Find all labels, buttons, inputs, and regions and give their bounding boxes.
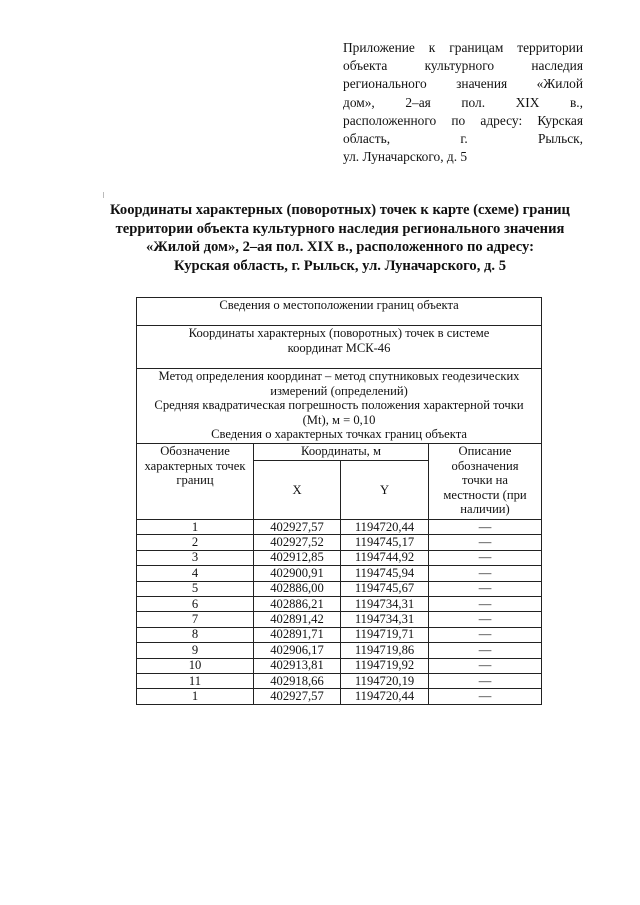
appendix-line: расположенного по адресу: Курская bbox=[343, 112, 583, 128]
description-cell: — bbox=[429, 612, 542, 627]
description-text: Описание обозначения точки на местности (при наличии) bbox=[443, 444, 527, 517]
y-coordinate-cell: 1194745,67 bbox=[341, 581, 429, 596]
title-line: территории объекта культурного наследия регионального значения bbox=[115, 220, 565, 237]
y-coordinate-cell: 1194719,92 bbox=[341, 658, 429, 673]
table-row bbox=[137, 612, 542, 627]
appendix-line: дом», 2–ая пол. XIX в., bbox=[343, 94, 583, 110]
description-cell: — bbox=[429, 581, 542, 596]
accuracy-text: Средняя квадратическая погрешность положения характерной точки (Mt), м = 0,10 bbox=[154, 398, 524, 427]
point-number-cell: 5 bbox=[137, 581, 254, 596]
table-row bbox=[137, 643, 542, 658]
y-coordinate-cell: 1194734,31 bbox=[341, 596, 429, 611]
y-header: Y bbox=[341, 461, 429, 520]
description-cell: — bbox=[429, 566, 542, 581]
x-coordinate-cell: 402927,52 bbox=[254, 535, 341, 550]
y-coordinate-cell: 1194720,19 bbox=[341, 673, 429, 688]
x-coordinate-cell: 402918,66 bbox=[254, 673, 341, 688]
coordinate-system-text: Координаты характерных (поворотных) точек в системе координат МСК-46 bbox=[188, 326, 490, 355]
description-cell: — bbox=[429, 643, 542, 658]
appendix-line: Приложение к границам территории bbox=[343, 40, 583, 55]
point-number-cell: 4 bbox=[137, 566, 254, 581]
point-number-cell: 1 bbox=[137, 689, 254, 704]
x-coordinate-cell: 402913,81 bbox=[254, 658, 341, 673]
x-coordinate-cell: 402891,42 bbox=[254, 612, 341, 627]
x-coordinate-cell: 402906,17 bbox=[254, 643, 341, 658]
appendix-line: регионального значения «Жилой bbox=[343, 76, 583, 92]
point-number-cell: 3 bbox=[137, 550, 254, 565]
method-cell bbox=[137, 369, 542, 444]
table-row bbox=[137, 581, 542, 596]
y-coordinate-cell: 1194734,31 bbox=[341, 612, 429, 627]
point-designation-text: Обозначение характерных точек границ bbox=[144, 444, 246, 488]
title-line: «Жилой дом», 2–ая пол. XIX в., расположенного по адресу: bbox=[145, 239, 535, 256]
x-header: X bbox=[254, 461, 341, 520]
x-coordinate-cell: 402927,57 bbox=[254, 520, 341, 535]
x-coordinate-cell: 402927,57 bbox=[254, 689, 341, 704]
y-coordinate-cell: 1194745,94 bbox=[341, 566, 429, 581]
method-text: Метод определения координат – метод спутниковых геодезических измерений (определений) bbox=[158, 369, 520, 398]
y-coordinate-cell: 1194719,86 bbox=[341, 643, 429, 658]
title-line: Курская область, г. Рыльск, ул. Луначарского, д. 5 bbox=[174, 257, 506, 274]
description-cell: — bbox=[429, 689, 542, 704]
y-coordinate-cell: 1194745,17 bbox=[341, 535, 429, 550]
table-row bbox=[137, 673, 542, 688]
x-coordinate-cell: 402891,71 bbox=[254, 627, 341, 642]
y-coordinate-cell: 1194744,92 bbox=[341, 550, 429, 565]
coordinate-system-cell bbox=[137, 326, 542, 369]
point-number-cell: 8 bbox=[137, 627, 254, 642]
point-number-cell: 10 bbox=[137, 658, 254, 673]
point-number-cell: 9 bbox=[137, 643, 254, 658]
table-row bbox=[137, 689, 542, 704]
table-row bbox=[137, 627, 542, 642]
margin-mark bbox=[103, 192, 104, 198]
x-coordinate-cell: 402886,00 bbox=[254, 581, 341, 596]
description-cell: — bbox=[429, 550, 542, 565]
table-row bbox=[137, 535, 542, 550]
table-row bbox=[137, 520, 542, 535]
point-number-cell: 6 bbox=[137, 596, 254, 611]
point-designation-header bbox=[137, 444, 254, 520]
description-cell: — bbox=[429, 535, 542, 550]
appendix-line: ул. Луначарского, д. 5 bbox=[343, 149, 468, 165]
y-coordinate-cell: 1194720,44 bbox=[341, 520, 429, 535]
x-coordinate-cell: 402900,91 bbox=[254, 566, 341, 581]
location-section-header: Сведения о местоположении границ объекта bbox=[137, 298, 542, 326]
coordinates-header: Координаты, м bbox=[254, 444, 429, 461]
point-number-cell: 11 bbox=[137, 673, 254, 688]
table-row bbox=[137, 658, 542, 673]
description-cell: — bbox=[429, 673, 542, 688]
table-row bbox=[137, 596, 542, 611]
appendix-note bbox=[343, 39, 583, 166]
description-header bbox=[429, 444, 542, 520]
y-coordinate-cell: 1194719,71 bbox=[341, 627, 429, 642]
title-line: Координаты характерных (поворотных) точек к карте (схеме) границ bbox=[110, 202, 570, 218]
description-cell: — bbox=[429, 596, 542, 611]
description-cell: — bbox=[429, 658, 542, 673]
table-row bbox=[137, 550, 542, 565]
coordinates-table bbox=[136, 297, 542, 705]
point-number-cell: 1 bbox=[137, 520, 254, 535]
x-coordinate-cell: 402886,21 bbox=[254, 596, 341, 611]
appendix-line: объекта культурного наследия bbox=[343, 58, 583, 74]
description-cell: — bbox=[429, 520, 542, 535]
y-coordinate-cell: 1194720,44 bbox=[341, 689, 429, 704]
points-section-header: Сведения о характерных точках границ объекта bbox=[211, 427, 467, 442]
table-row bbox=[137, 566, 542, 581]
document-title bbox=[80, 201, 600, 275]
point-number-cell: 7 bbox=[137, 612, 254, 627]
x-coordinate-cell: 402912,85 bbox=[254, 550, 341, 565]
description-cell: — bbox=[429, 627, 542, 642]
appendix-line: область, г. Рыльск, bbox=[343, 131, 583, 147]
point-number-cell: 2 bbox=[137, 535, 254, 550]
